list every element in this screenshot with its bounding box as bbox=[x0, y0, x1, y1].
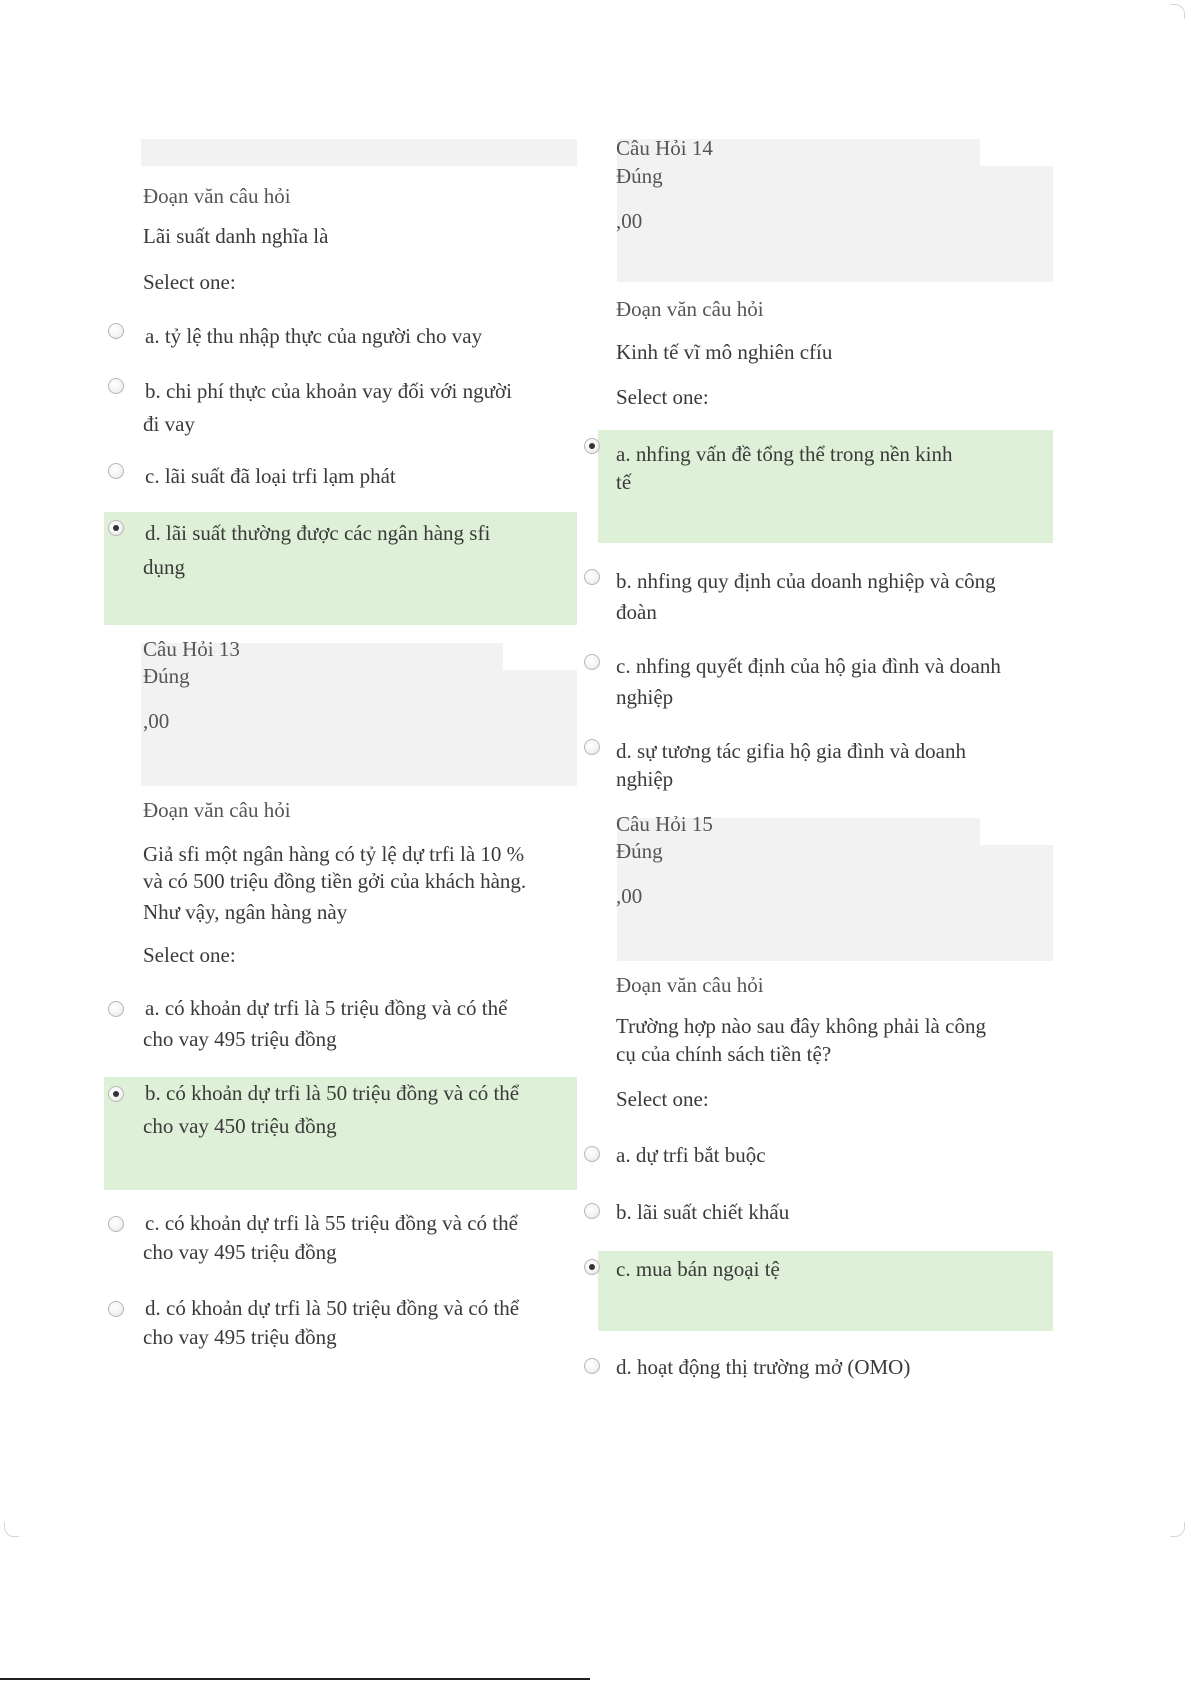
q13-option-c-label-cont[interactable]: cho vay 495 triệu đồng bbox=[143, 1240, 337, 1264]
q12-question-text: Lãi suất danh nghĩa là bbox=[143, 224, 329, 248]
q15-section-label: Đoạn văn câu hỏi bbox=[616, 973, 764, 997]
footer-rule bbox=[0, 1678, 590, 1680]
q12-option-a-radio[interactable] bbox=[108, 323, 124, 339]
page-corner-bottom-right bbox=[1170, 1522, 1185, 1537]
q14-option-b-label[interactable]: b. nhfing quy định của doanh nghiệp và công bbox=[616, 569, 996, 593]
q12-option-b-radio[interactable] bbox=[108, 378, 124, 394]
q14-option-c-radio[interactable] bbox=[584, 654, 600, 670]
q13-option-b-radio[interactable] bbox=[108, 1086, 124, 1102]
q14-option-d-label[interactable]: d. sự tương tác gifia hộ gia đình và doanh bbox=[616, 739, 966, 763]
q13-option-c-radio[interactable] bbox=[108, 1216, 124, 1232]
q14-question-text: Kinh tế vĩ mô nghiên cfíu bbox=[616, 340, 833, 364]
q15-option-b-label[interactable]: b. lãi suất chiết khấu bbox=[616, 1200, 790, 1224]
q15-info-box bbox=[617, 845, 1053, 961]
q15-title: Câu Hỏi 15 bbox=[616, 812, 713, 836]
q14-option-a-label-cont[interactable]: tế bbox=[616, 470, 632, 494]
q12-option-a-label[interactable]: a. tỷ lệ thu nhập thực của người cho vay bbox=[145, 324, 483, 348]
q13-section-label: Đoạn văn câu hỏi bbox=[143, 798, 291, 822]
q12-option-c-label[interactable]: c. lãi suất đã loại trfi lạm phát bbox=[145, 464, 396, 488]
q14-title: Câu Hỏi 14 bbox=[616, 136, 713, 160]
q12-option-b-label-cont[interactable]: đi vay bbox=[143, 412, 195, 436]
q14-option-d-label-cont[interactable]: nghiệp bbox=[616, 767, 674, 791]
q15-question-line-2: cụ của chính sách tiền tệ? bbox=[616, 1042, 832, 1066]
q14-option-c-label[interactable]: c. nhfing quyết định của hộ gia đình và doanh bbox=[616, 654, 1001, 678]
q13-score: ,00 bbox=[143, 709, 170, 733]
q14-option-c-label-cont[interactable]: nghiệp bbox=[616, 685, 674, 709]
q13-option-a-label-cont[interactable]: cho vay 495 triệu đồng bbox=[143, 1027, 337, 1051]
q13-question-line-2: và có 500 triệu đồng tiền gởi của khách hàng. bbox=[143, 869, 527, 893]
q14-info-box bbox=[617, 166, 1053, 282]
page-corner-top-right bbox=[1170, 4, 1185, 19]
q13-question-line-3: Như vậy, ngân hàng này bbox=[143, 900, 348, 924]
q15-option-d-label[interactable]: d. hoạt động thị trường mở (OMO) bbox=[616, 1355, 911, 1379]
q12-select-one: Select one: bbox=[143, 270, 236, 294]
q13-option-a-radio[interactable] bbox=[108, 1001, 124, 1017]
q15-status: Đúng bbox=[616, 839, 663, 863]
q13-option-b-label[interactable]: b. có khoản dự trfi là 50 triệu đồng và có thể bbox=[145, 1081, 520, 1105]
q14-option-a-radio[interactable] bbox=[584, 438, 600, 454]
q15-select-one: Select one: bbox=[616, 1087, 709, 1111]
q15-option-b-radio[interactable] bbox=[584, 1203, 600, 1219]
q13-question-line-1: Giả sfi một ngân hàng có tỷ lệ dự trfi là 10 % bbox=[143, 842, 525, 866]
q13-option-b-label-cont[interactable]: cho vay 450 triệu đồng bbox=[143, 1114, 337, 1138]
prev-question-header-strip bbox=[141, 139, 577, 166]
q12-section-label: Đoạn văn câu hỏi bbox=[143, 184, 291, 208]
q13-title: Câu Hỏi 13 bbox=[143, 637, 240, 661]
q15-option-c-label[interactable]: c. mua bán ngoại tệ bbox=[616, 1257, 780, 1281]
page-corner-bottom-left bbox=[4, 1522, 19, 1537]
q13-info-box bbox=[141, 670, 577, 786]
q13-option-d-radio[interactable] bbox=[108, 1301, 124, 1317]
q15-score: ,00 bbox=[616, 884, 643, 908]
q14-select-one: Select one: bbox=[616, 385, 709, 409]
q15-option-d-radio[interactable] bbox=[584, 1358, 600, 1374]
q14-option-b-label-cont[interactable]: đoàn bbox=[616, 600, 657, 624]
q14-score: ,00 bbox=[616, 209, 643, 233]
q14-option-d-radio[interactable] bbox=[584, 739, 600, 755]
q13-option-a-label[interactable]: a. có khoản dự trfi là 5 triệu đồng và có thể bbox=[145, 996, 508, 1020]
q13-select-one: Select one: bbox=[143, 943, 236, 967]
q15-question-line-1: Trường hợp nào sau đây không phải là công bbox=[616, 1014, 986, 1038]
q14-status: Đúng bbox=[616, 164, 663, 188]
q12-option-d-radio[interactable] bbox=[108, 520, 124, 536]
q15-option-a-radio[interactable] bbox=[584, 1146, 600, 1162]
q12-option-b-label[interactable]: b. chi phí thực của khoản vay đối với người bbox=[145, 379, 512, 403]
q14-option-b-radio[interactable] bbox=[584, 569, 600, 585]
q12-option-c-radio[interactable] bbox=[108, 463, 124, 479]
q13-option-d-label-cont[interactable]: cho vay 495 triệu đồng bbox=[143, 1325, 337, 1349]
q12-option-d-label-cont[interactable]: dụng bbox=[143, 555, 185, 579]
q13-option-c-label[interactable]: c. có khoản dự trfi là 55 triệu đồng và có thể bbox=[145, 1211, 518, 1235]
q12-option-d-label[interactable]: d. lãi suất thường được các ngân hàng sfi bbox=[145, 521, 491, 545]
q14-option-a-label[interactable]: a. nhfing vấn đề tổng thể trong nền kinh bbox=[616, 442, 953, 466]
q15-option-c-radio[interactable] bbox=[584, 1259, 600, 1275]
q13-option-d-label[interactable]: d. có khoản dự trfi là 50 triệu đồng và có thể bbox=[145, 1296, 520, 1320]
q14-section-label: Đoạn văn câu hỏi bbox=[616, 297, 764, 321]
q15-option-a-label[interactable]: a. dự trfi bắt buộc bbox=[616, 1143, 766, 1167]
q13-status: Đúng bbox=[143, 664, 190, 688]
